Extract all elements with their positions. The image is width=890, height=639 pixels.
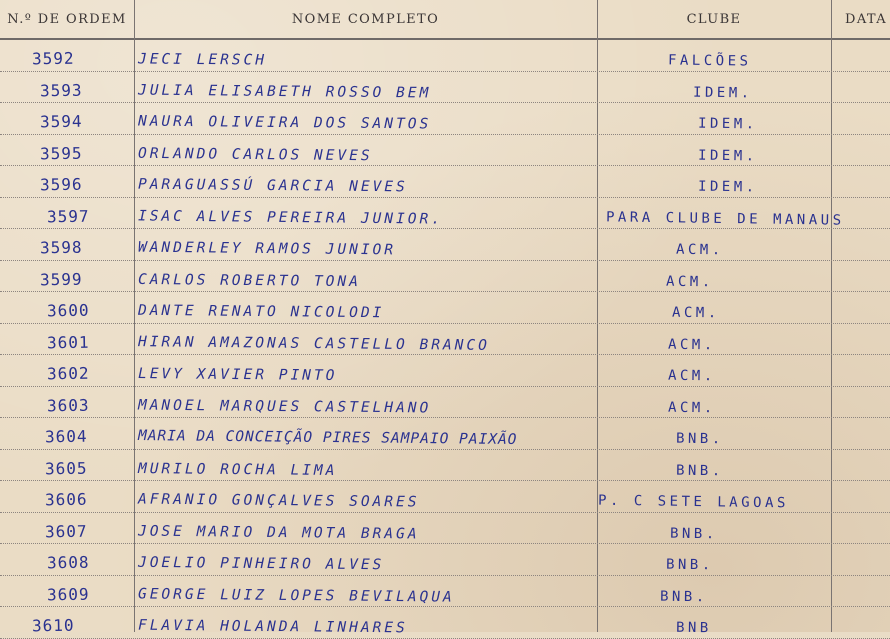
order-number: 3606 <box>44 489 88 510</box>
club-name: ACM. <box>671 304 720 322</box>
full-name: MURILO ROCHA LIMA <box>137 460 338 479</box>
table-row <box>0 135 890 167</box>
table-row <box>0 355 890 387</box>
table-row <box>0 229 890 261</box>
table-row <box>0 324 890 356</box>
order-number: 3593 <box>39 80 83 100</box>
order-number: 3603 <box>46 395 90 415</box>
order-number: 3609 <box>46 584 90 604</box>
full-name: JOSE MARIO DA MOTA BRAGA <box>137 523 420 542</box>
table-row <box>0 418 890 450</box>
club-name: BNB <box>675 619 712 637</box>
order-number: 3597 <box>46 206 90 226</box>
table-row <box>0 387 890 419</box>
club-name: BNB. <box>675 430 724 448</box>
full-name: FLAVIA HOLANDA LINHARES <box>137 617 408 637</box>
club-name: FALCÕES <box>667 52 752 70</box>
header-order-number: N.º DE ORDEM <box>7 11 127 27</box>
table-row <box>0 166 890 198</box>
full-name: PARAGUASSÚ GARCIA NEVES <box>137 176 408 196</box>
table-row <box>0 292 890 324</box>
order-number: 3594 <box>39 111 83 132</box>
full-name: ORLANDO CARLOS NEVES <box>137 145 373 164</box>
order-number: 3592 <box>31 48 75 69</box>
full-name: JULIA ELISABETH ROSSO BEM <box>137 81 432 102</box>
club-name: BNB. <box>659 588 708 605</box>
full-name: LEVY XAVIER PINTO <box>137 365 338 385</box>
club-name: P. C SETE LAGOAS <box>597 492 789 512</box>
table-row <box>0 40 890 72</box>
order-number: 3605 <box>44 458 88 478</box>
full-name: GEORGE LUIZ LOPES BEVILAQUA <box>137 585 455 606</box>
order-number: 3598 <box>39 237 83 258</box>
full-name: JECI LERSCH <box>137 51 268 69</box>
table-row <box>0 261 890 293</box>
table-row <box>0 72 890 104</box>
club-name: IDEM. <box>692 84 753 101</box>
full-name: HIRAN AMAZONAS CASTELLO BRANCO <box>137 333 490 354</box>
club-name: ACM. <box>675 241 724 259</box>
order-number: 3607 <box>44 521 88 541</box>
full-name: JOELIO PINHEIRO ALVES <box>137 554 385 574</box>
row-ruling <box>0 638 890 639</box>
full-name: NAURA OLIVEIRA DOS SANTOS <box>137 113 432 133</box>
table-row <box>0 450 890 482</box>
club-name: ACM. <box>667 367 716 385</box>
full-name: MARIA DA CONCEIÇÃO PIRES SAMPAIO PAIXÃO <box>137 428 518 448</box>
club-name: IDEM. <box>697 115 758 133</box>
table-row <box>0 576 890 608</box>
full-name: WANDERLEY RAMOS JUNIOR <box>137 239 397 259</box>
club-name: IDEM. <box>697 147 758 164</box>
full-name: ISAC ALVES PEREIRA JUNIOR. <box>137 207 444 228</box>
order-number: 3608 <box>46 552 90 573</box>
header-club: CLUBE <box>686 11 742 27</box>
order-number: 3610 <box>31 615 75 636</box>
club-name: PARA CLUBE DE MANAUS <box>605 208 845 229</box>
table-row <box>0 607 890 639</box>
order-number: 3602 <box>46 363 90 384</box>
table-row <box>0 103 890 135</box>
order-number: 3600 <box>46 300 90 321</box>
order-number: 3595 <box>39 143 83 163</box>
order-number: 3596 <box>39 174 83 195</box>
full-name: AFRANIO GONÇALVES SOARES <box>137 491 420 511</box>
club-name: BNB. <box>669 525 718 542</box>
club-name: BNB. <box>665 556 714 574</box>
full-name: CARLOS ROBERTO TONA <box>137 271 361 290</box>
order-number: 3599 <box>39 269 83 289</box>
table-row <box>0 198 890 230</box>
table-row <box>0 513 890 545</box>
club-name: ACM. <box>665 273 714 290</box>
table-row <box>0 481 890 513</box>
table-row <box>0 544 890 576</box>
header-date: DATA <box>845 11 888 27</box>
club-name: ACM. <box>667 336 716 353</box>
full-name: MANOEL MARQUES CASTELHANO <box>137 396 432 417</box>
club-name: BNB. <box>675 462 724 479</box>
club-name: ACM. <box>667 399 716 416</box>
club-name: IDEM. <box>697 178 758 196</box>
full-name: DANTE RENATO NICOLODI <box>137 302 385 322</box>
order-number: 3601 <box>46 332 90 352</box>
order-number: 3604 <box>44 426 88 447</box>
header-full-name: NOME COMPLETO <box>291 11 440 27</box>
